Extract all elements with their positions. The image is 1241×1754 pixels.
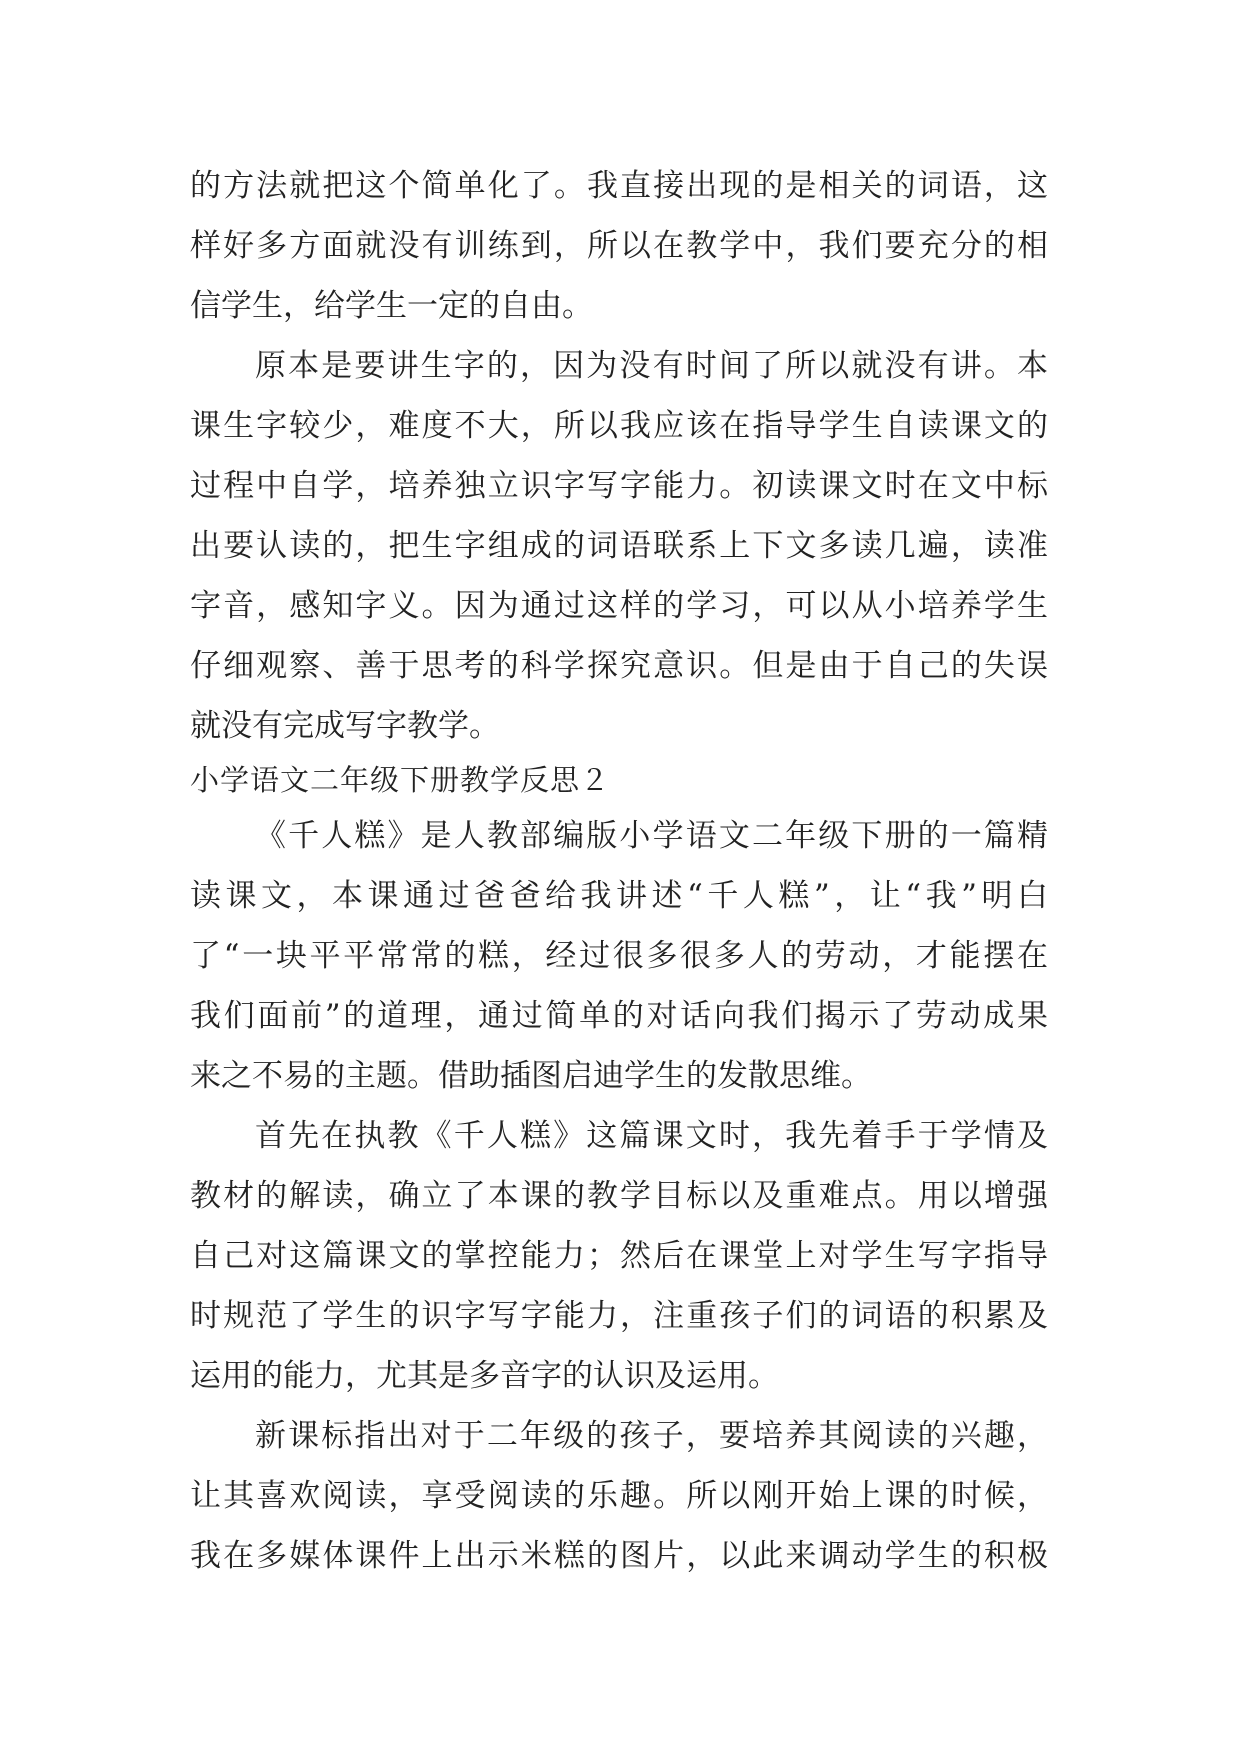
paragraph-4-line-3: 自己对这篇课文的掌控能力；然后在课堂上对学生写字指导 bbox=[190, 1238, 1048, 1274]
paragraph-2-line-4: 出要认读的，把生字组成的词语联系上下文多读几遍，读准 bbox=[190, 528, 1048, 564]
paragraph-3-line-5: 来之不易的主题。借助插图启迪学生的发散思维。 bbox=[190, 1058, 872, 1094]
paragraph-4-line-2: 教材的解读，确立了本课的教学目标以及重难点。用以增强 bbox=[190, 1178, 1048, 1214]
paragraph-3-line-1: 《千人糕》是人教部编版小学语文二年级下册的一篇精 bbox=[255, 818, 1048, 854]
paragraph-2-line-5: 字音，感知字义。因为通过这样的学习，可以从小培养学生 bbox=[190, 588, 1048, 624]
paragraph-5-line-2: 让其喜欢阅读，享受阅读的乐趣。所以刚开始上课的时候， bbox=[190, 1478, 1048, 1514]
paragraph-2-line-6: 仔细观察、善于思考的科学探究意识。但是由于自己的失误 bbox=[190, 648, 1048, 684]
paragraph-1-line-2: 样好多方面就没有训练到，所以在教学中，我们要充分的相 bbox=[190, 228, 1048, 264]
paragraph-4-line-4: 时规范了学生的识字写字能力，注重孩子们的词语的积累及 bbox=[190, 1298, 1048, 1334]
section-heading: 小学语文二年级下册教学反思２ bbox=[190, 763, 611, 797]
paragraph-4-line-1: 首先在执教《千人糕》这篇课文时，我先着手于学情及 bbox=[255, 1118, 1048, 1154]
paragraph-2-line-1: 原本是要讲生字的，因为没有时间了所以就没有讲。本 bbox=[255, 348, 1048, 384]
paragraph-2-line-3: 过程中自学，培养独立识字写字能力。初读课文时在文中标 bbox=[190, 468, 1048, 504]
paragraph-5-line-1: 新课标指出对于二年级的孩子，要培养其阅读的兴趣， bbox=[255, 1418, 1048, 1454]
paragraph-3-line-2: 读课文，本课通过爸爸给我讲述“千人糕”，让“我”明白 bbox=[190, 878, 1048, 914]
paragraph-2-line-2: 课生字较少，难度不大，所以我应该在指导学生自读课文的 bbox=[190, 408, 1048, 444]
paragraph-3-line-4: 我们面前”的道理，通过简单的对话向我们揭示了劳动成果 bbox=[190, 998, 1048, 1034]
paragraph-1-line-3: 信学生，给学生一定的自由。 bbox=[190, 288, 593, 324]
paragraph-5-line-3: 我在多媒体课件上出示米糕的图片，以此来调动学生的积极 bbox=[190, 1538, 1048, 1574]
paragraph-3-line-3: 了“一块平平常常的糕，经过很多很多人的劳动，才能摆在 bbox=[190, 938, 1048, 974]
paragraph-2-line-7: 就没有完成写字教学。 bbox=[190, 708, 500, 744]
paragraph-4-line-5: 运用的能力，尤其是多音字的认识及运用。 bbox=[190, 1358, 779, 1394]
paragraph-1-line-1: 的方法就把这个简单化了。我直接出现的是相关的词语，这 bbox=[190, 168, 1048, 204]
